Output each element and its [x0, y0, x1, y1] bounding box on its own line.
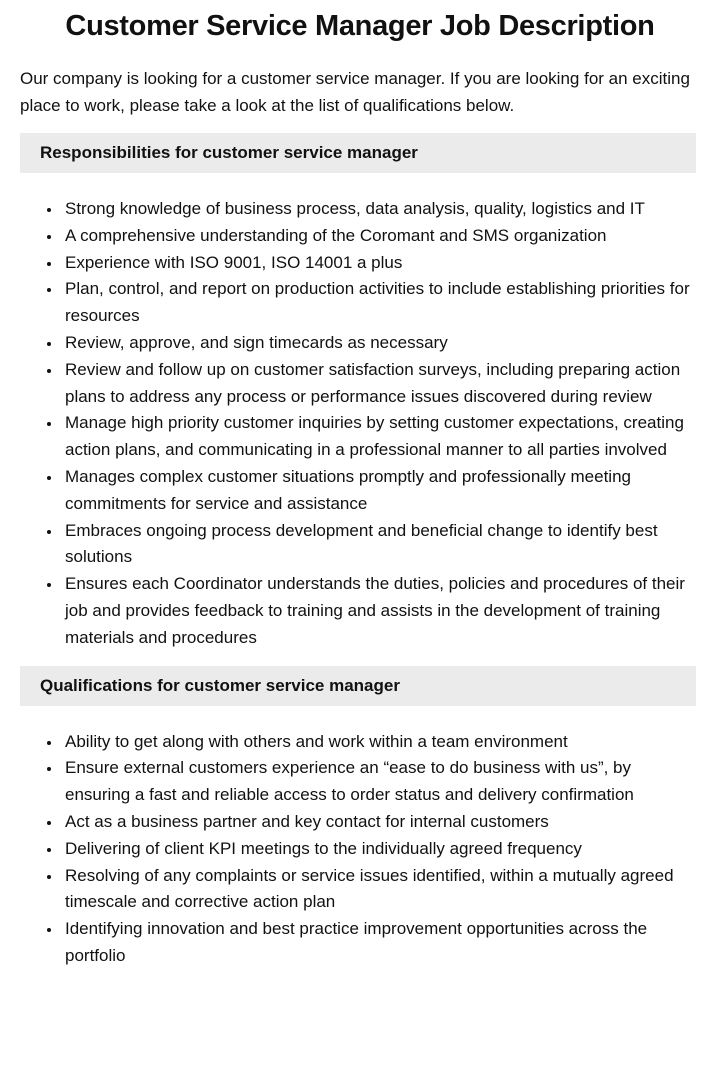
list-item: • Delivering of client KPI meetings to the individually agreed frequency	[62, 836, 696, 863]
list-item: • Manages complex customer situations promptly and professionally meeting commitments for service and assistance	[62, 464, 696, 518]
list-item: • Embraces ongoing process development and beneficial change to identify best solutions	[62, 518, 696, 572]
section-header-responsibilities	[20, 133, 696, 173]
list-item: • Review, approve, and sign timecards as necessary	[62, 330, 696, 357]
section-header-qualifications-label: Qualifications for customer service manager	[40, 675, 400, 695]
list-item: • Experience with ISO 9001, ISO 14001 a plus	[62, 250, 696, 277]
list-item: • Manage high priority customer inquiries by setting customer expectations, creating action plans, and communicating in a professional manner to all parties involved	[62, 410, 696, 464]
list-item: • Plan, control, and report on production activities to include establishing priorities for resources	[62, 276, 696, 330]
page-title: Customer Service Manager Job Description	[65, 10, 655, 42]
list-item: • Identifying innovation and best practice improvement opportunities across the portfolio	[62, 916, 696, 970]
list-item: • Ensures each Coordinator understands the duties, policies and procedures of their job and provides feedback to training and assists in the development of training materials and procedures	[62, 571, 696, 651]
list-item: • Act as a business partner and key contact for internal customers	[62, 809, 696, 836]
intro-paragraph: Our company is looking for a customer service manager. If you are looking for an exciting place to work, please take a look at the list of qualifications below.	[20, 69, 690, 115]
qualifications-list	[20, 729, 696, 970]
list-item: • Ensure external customers experience an “ease to do business with us”, by ensuring a fast and reliable access to order status and delivery confirmation	[62, 755, 696, 809]
section-header-qualifications	[20, 666, 696, 706]
list-item: • A comprehensive understanding of the Coromant and SMS organization	[62, 223, 696, 250]
list-item: • Resolving of any complaints or service issues identified, within a mutually agreed timescale and corrective action plan	[62, 863, 696, 917]
section-header-responsibilities-label: Responsibilities for customer service manager	[40, 143, 418, 162]
responsibilities-list	[20, 196, 696, 652]
list-item: • Strong knowledge of business process, data analysis, quality, logistics and IT	[62, 196, 696, 223]
list-item: • Review and follow up on customer satisfaction surveys, including preparing action plans to address any process or performance issues discovered during review	[62, 357, 696, 411]
list-item: • Ability to get along with others and work within a team environment	[62, 729, 696, 756]
